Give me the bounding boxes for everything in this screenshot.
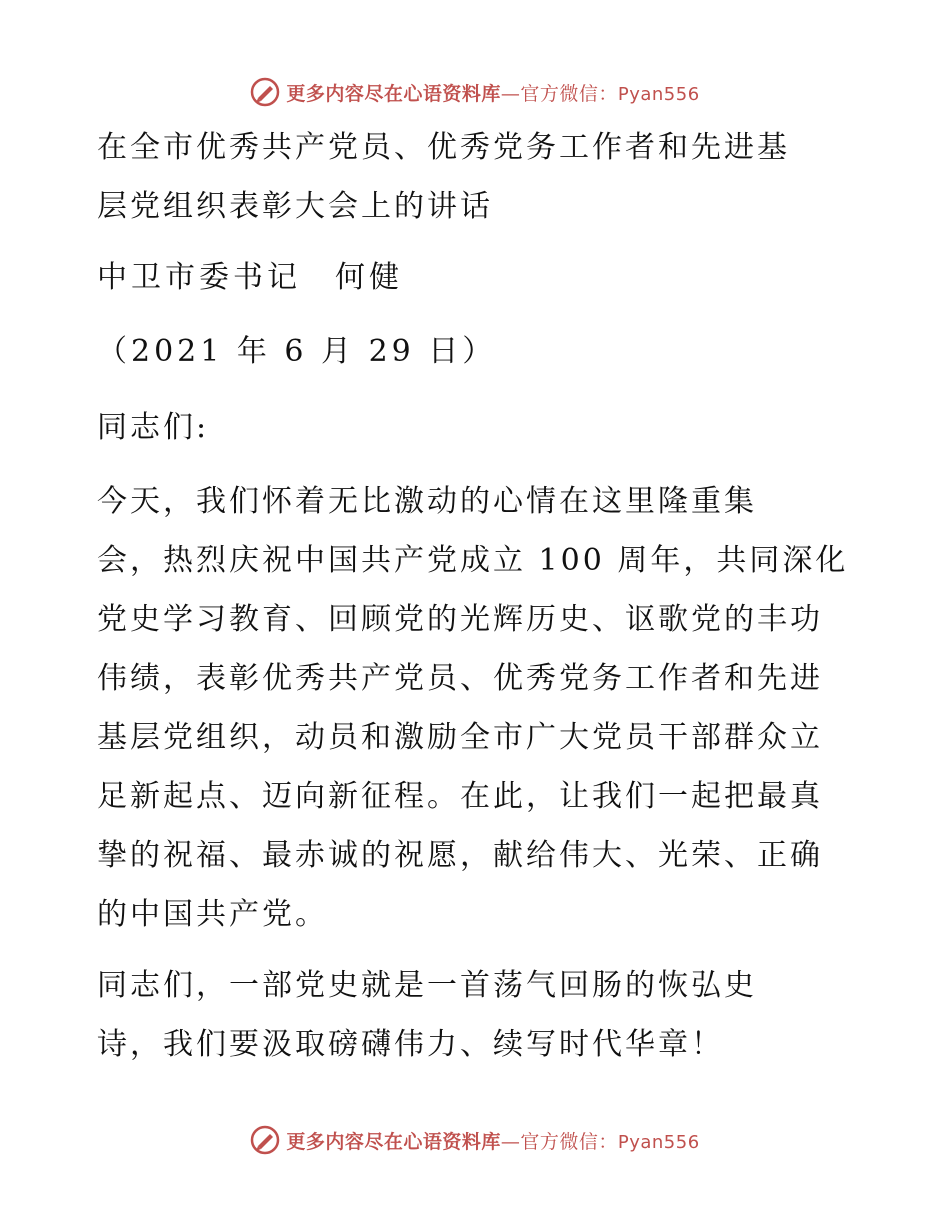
document-author: 中卫市委书记 何健 (97, 260, 403, 295)
paragraph-1-line: 党史学习教育、回顾党的光辉历史、讴歌党的丰功 (97, 602, 823, 637)
watermark-text: 更多内容尽在心语资料库—官方微信：Pyan556 (286, 1130, 700, 1153)
paragraph-1-line: 会，热烈庆祝中国共产党成立 100 周年，共同深化 (97, 543, 849, 578)
watermark-text: 更多内容尽在心语资料库—官方微信：Pyan556 (286, 82, 700, 105)
paragraph-1-line: 足新起点、迈向新征程。在此，让我们一起把最真 (97, 779, 823, 814)
document-title-line-1: 在全市优秀共产党员、优秀党务工作者和先进基 (97, 130, 790, 165)
watermark-header (0, 72, 950, 112)
paragraph-1-line: 基层党组织，动员和激励全市广大党员干部群众立 (97, 720, 823, 755)
document-date: （2021 年 6 月 29 日） (97, 334, 497, 369)
paragraph-1-line: 伟绩，表彰优秀共产党员、优秀党务工作者和先进 (97, 661, 823, 696)
paragraph-1-line: 挚的祝福、最赤诚的祝愿，献给伟大、光荣、正确 (97, 838, 823, 873)
salutation: 同志们: (97, 410, 210, 445)
paragraph-2-line: 诗，我们要汲取磅礴伟力、续写时代华章！ (97, 1027, 724, 1062)
watermark-footer (0, 1120, 950, 1160)
paragraph-1-line: 今天，我们怀着无比激动的心情在这里隆重集 (97, 484, 757, 519)
pen-logo-icon (250, 77, 280, 107)
pen-logo-icon (250, 1125, 280, 1155)
document-title-line-2: 层党组织表彰大会上的讲话 (97, 189, 493, 224)
paragraph-1-line: 的中国共产党。 (97, 897, 328, 932)
paragraph-2-line: 同志们，一部党史就是一首荡气回肠的恢弘史 (97, 968, 757, 1003)
